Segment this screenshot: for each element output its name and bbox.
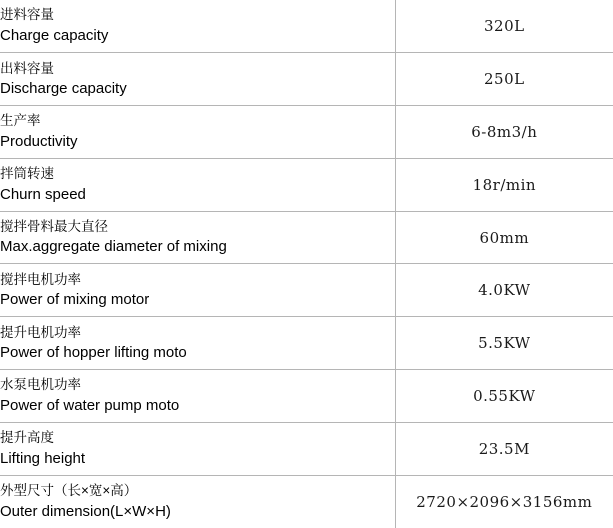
table-row <box>0 53 613 106</box>
parameter-label-en: Charge capacity <box>0 27 109 45</box>
value-cell <box>395 158 613 211</box>
value-text: 60mm <box>479 228 530 247</box>
parameter-label-cn: 搅拌电机功率 <box>0 271 81 287</box>
value-text: 18r/min <box>472 175 537 194</box>
value-text: 0.55KW <box>473 386 536 405</box>
parameter-label-en: Power of mixing motor <box>0 291 150 309</box>
parameter-cell <box>0 158 395 211</box>
parameter-label-en: Lifting height <box>0 449 86 467</box>
parameter-label-cn: 搅拌骨料最大直径 <box>0 218 108 234</box>
parameter-label-cn: 出料容量 <box>0 60 54 76</box>
table-row <box>0 211 613 264</box>
table-row <box>0 158 613 211</box>
value-cell <box>395 264 613 317</box>
table-row <box>0 422 613 475</box>
parameter-cell <box>0 106 395 159</box>
parameter-label-en: Power of hopper lifting moto <box>0 344 187 362</box>
value-cell <box>395 211 613 264</box>
parameter-label-cn: 水泵电机功率 <box>0 377 81 393</box>
parameter-label-en: Power of water pump moto <box>0 396 180 414</box>
value-cell <box>395 370 613 423</box>
parameter-label-en: Outer dimension(L×W×H) <box>0 502 171 520</box>
value-text: 6-8m3/h <box>471 122 538 141</box>
parameter-cell <box>0 475 395 528</box>
parameter-cell <box>0 370 395 423</box>
value-cell <box>395 106 613 159</box>
parameter-label-cn: 提升电机功率 <box>0 324 81 340</box>
parameter-cell <box>0 211 395 264</box>
value-cell <box>395 422 613 475</box>
value-cell <box>395 317 613 370</box>
parameter-label-cn: 拌筒转速 <box>0 166 54 182</box>
table-row <box>0 0 613 53</box>
parameter-label-cn: 提升高度 <box>0 430 54 446</box>
parameter-cell <box>0 53 395 106</box>
parameter-cell <box>0 422 395 475</box>
parameter-cell <box>0 0 395 53</box>
table-row <box>0 264 613 317</box>
parameter-label-en: Max.aggregate diameter of mixing <box>0 238 227 256</box>
value-text: 2720×2096×3156mm <box>416 492 593 511</box>
parameter-label-cn: 进料容量 <box>0 7 54 23</box>
value-text: 250L <box>484 70 525 89</box>
value-text: 4.0KW <box>478 281 531 300</box>
value-cell <box>395 0 613 53</box>
parameter-cell <box>0 264 395 317</box>
value-text: 5.5KW <box>478 334 531 353</box>
parameter-cell <box>0 317 395 370</box>
parameter-label-en: Discharge capacity <box>0 80 127 98</box>
table-row <box>0 317 613 370</box>
parameter-label-en: Churn speed <box>0 185 86 203</box>
value-cell <box>395 53 613 106</box>
parameter-label-cn: 生产率 <box>0 113 41 129</box>
table-row <box>0 106 613 159</box>
value-text: 23.5M <box>478 439 530 458</box>
table-row <box>0 370 613 423</box>
value-text: 320L <box>484 17 525 36</box>
table-row <box>0 475 613 528</box>
parameter-label-en: Productivity <box>0 132 78 150</box>
value-cell <box>395 475 613 528</box>
parameter-label-cn: 外型尺寸（长×宽×高） <box>0 483 138 499</box>
